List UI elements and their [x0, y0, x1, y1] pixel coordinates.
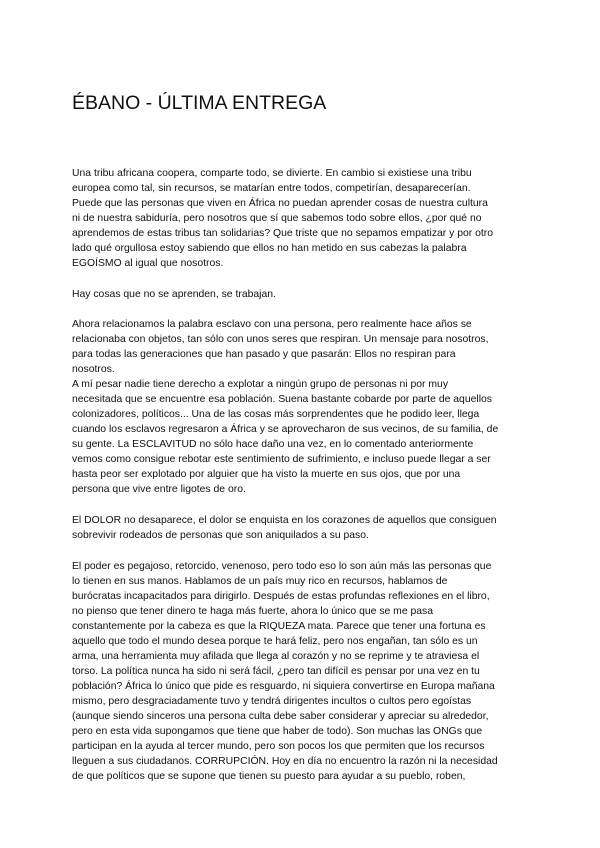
text-line: europea como tal, sin recursos, se matarían entre todos, competirían, desaparecerían.: [72, 183, 471, 194]
text-line: participan en la ayuda al tercer mundo, pero son pocos los que permiten que los recursos: [72, 741, 485, 752]
text-line: El poder es pegajoso, retorcido, venenoso, pero todo eso lo son aún más las personas que: [72, 561, 492, 572]
text-line: torso. La política nunca ha sido ni será fácil, ¿pero tan difícil es pensar por una vez en tu: [72, 666, 480, 677]
text-line: de que políticos que se supone que tienen su puesto para ayudar a su pueblo, roben,: [72, 771, 466, 782]
document-body: [72, 166, 532, 802]
text-line: necesitada que se encuentre esa población. Suena bastante cobarde por parte de aquellos: [72, 394, 492, 405]
text-line: EGOÍSMO al igual que nosotros.: [72, 258, 224, 269]
text-line: aprendemos de estas tribus tan solidarias? Que triste que no sepamos empatizar y por otro: [72, 228, 494, 239]
text-line: aquello que todo el mundo desea porque te hará feliz, pero nos engañan, tan sólo es un: [72, 636, 478, 647]
text-line: cuando los esclavos regresaron a África y se aprovecharon de sus vecinos, de su familia, de: [72, 424, 499, 435]
paragraph-poder: [72, 559, 532, 784]
text-line: lleguen a sus ciudadanos. CORRUPCIÓN. Hoy en día no encuentro la razón ni la necesidad: [72, 756, 498, 767]
paragraph-esclavo: [72, 317, 532, 497]
text-line: Una tribu africana coopera, comparte todo, se divierte. En cambio si existiese una tribu: [72, 168, 472, 179]
text-line: relacionaba con objetos, tan sólo con unos seres que respiran. Un mensaje para nosotros,: [72, 334, 489, 345]
text-line: El DOLOR no desaparece, el dolor se enquista en los corazones de aquellos que consiguen: [72, 515, 497, 526]
text-line: lado qué orgullosa estoy sabiendo que ellos no han metido en sus cabezas la palabra: [72, 243, 467, 254]
text-line: población? África lo único que pide es resguardo, ni siquiera convertirse en Europa mañana: [72, 681, 495, 692]
text-line: constantemente por la cabeza es que la RIQUEZA mata. Parece que tener una fortuna es: [72, 621, 486, 632]
text-line: burócratas incapacitados para dirigirlo. Después de estas profundas reflexiones en el libro,: [72, 591, 490, 602]
document-title: ÉBANO - ÚLTIMA ENTREGA: [72, 92, 327, 114]
text-line: A mí pesar nadie tiene derecho a explotar a ningún grupo de personas ni por muy: [72, 379, 449, 390]
text-line: Puede que las personas que viven en África no puedan aprender cosas de nuestra cultura: [72, 198, 488, 209]
text-line: nosotros.: [72, 364, 115, 375]
text-line: su gente. La ESCLAVITUD no sólo hace daño una vez, en lo comentado anteriormente: [72, 439, 474, 450]
paragraph-dolor: [72, 513, 532, 543]
text-line: vemos como consigue rebotar este sentimiento de sufrimiento, e incluso puede llegar a ser: [72, 454, 491, 465]
text-line: Hay cosas que no se aprenden, se trabajan.: [72, 289, 276, 300]
text-line: Ahora relacionamos la palabra esclavo con una persona, pero realmente hace años se: [72, 319, 472, 330]
paragraph-cosas: [72, 287, 532, 302]
text-line: lo tienen en sus manos. Hablamos de un país muy rico en recursos, hablamos de: [72, 576, 448, 587]
text-line: mismo, pero desgraciadamente tuvo y tendrá dirigentes incultos o cultos pero egoístas: [72, 696, 472, 707]
text-line: pero en esta vida supongamos que tiene que haber de todo). Son muchas las ONGs que: [72, 726, 483, 737]
text-line: arma, una herramienta muy afilada que llega al corazón y no se reprime y te atraviesa el: [72, 651, 480, 662]
text-line: ni de nuestra sabiduría, pero nosotros que sí que sabemos todo sobre ellos, ¿por qué no: [72, 213, 482, 224]
text-line: sobrevivir rodeados de personas que son aniquilados a su paso.: [72, 530, 369, 541]
text-line: persona que vive entre ligotes de oro.: [72, 484, 246, 495]
text-line: no pienso que tener dinero te haga más fuerte, ahora lo único que se me pasa: [72, 606, 434, 617]
paragraph-tribu: [72, 166, 532, 271]
text-line: colonizadores, políticos... Una de las cosas más sorprendentes que he podido leer, llega: [72, 409, 480, 420]
text-line: hasta peor ser explotado por alguier que ha visto la muerte en sus ojos, que por una: [72, 469, 461, 480]
text-line: (aunque siendo sinceros una persona culta debe saber considerar y apreciar su alrededor,: [72, 711, 489, 722]
text-line: para todas las generaciones que han pasado y que pasarán: Ellos no respiran para: [72, 349, 456, 360]
